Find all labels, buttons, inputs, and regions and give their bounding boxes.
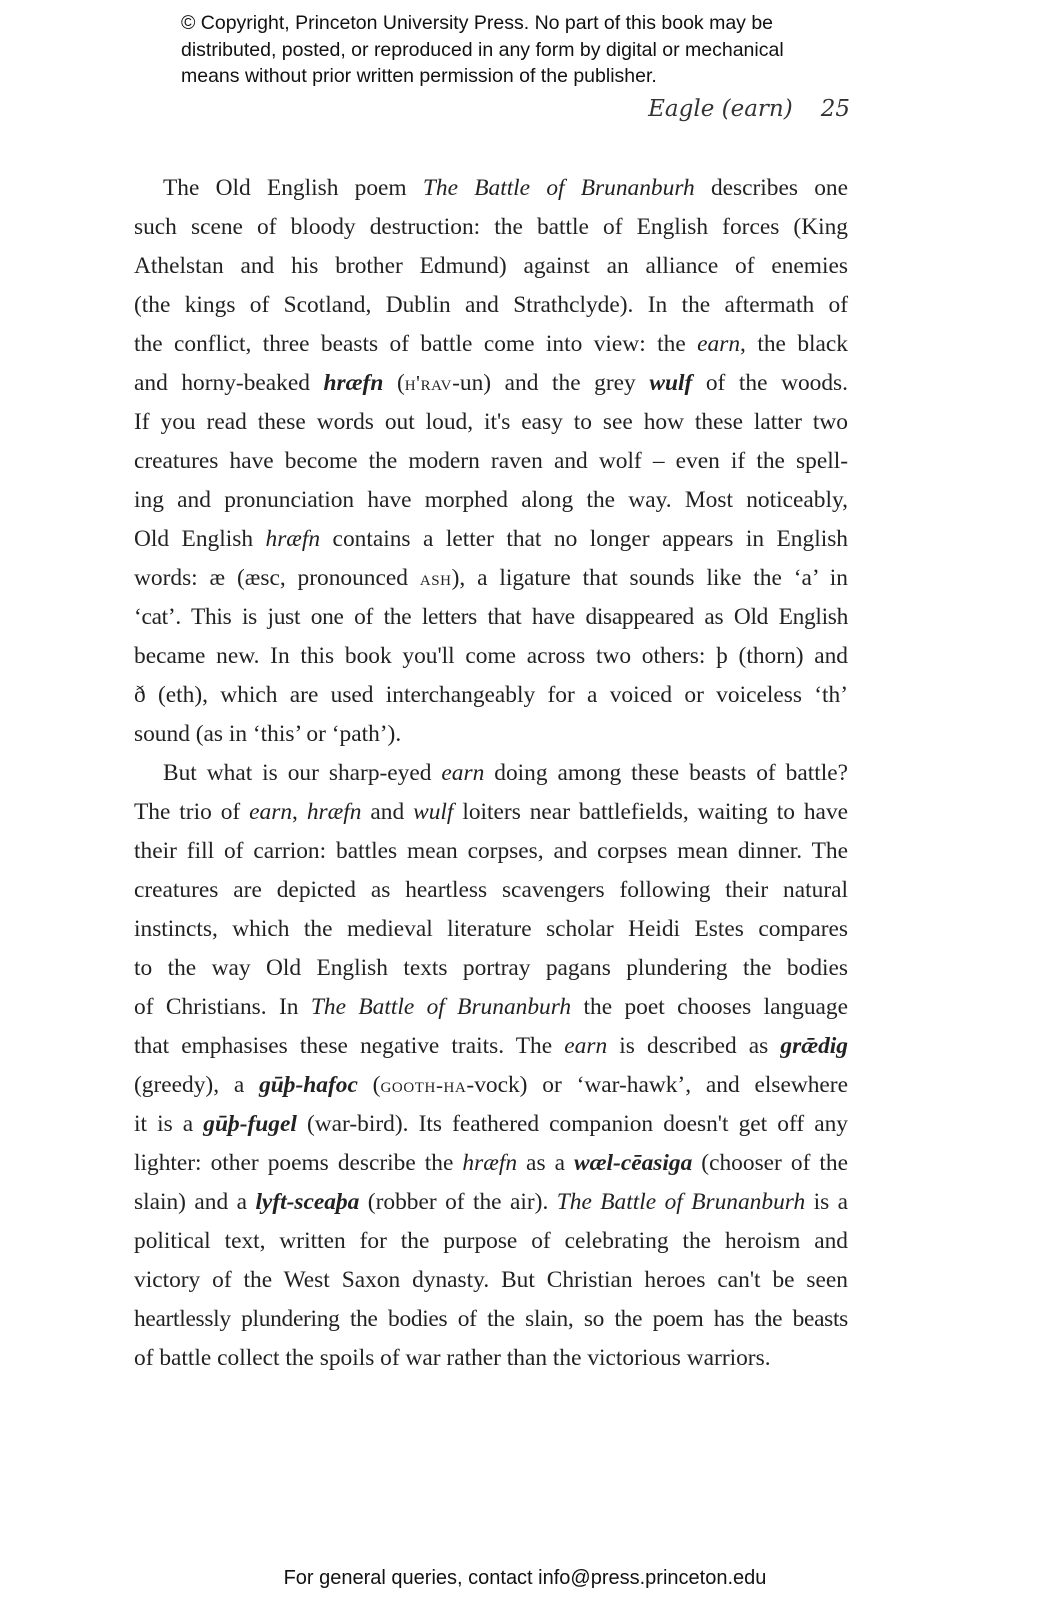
old-english-term: hræfn <box>462 1150 518 1176</box>
text-line: of battle collect the spoils of war rather than the victorious warriors. <box>134 1345 771 1371</box>
text: contains a letter that no longer appears in English <box>320 526 848 552</box>
text: The trio of <box>134 799 250 825</box>
copyright-notice <box>181 10 901 90</box>
text: Old English <box>134 526 266 552</box>
text-line: political text, written for the purpose of celebrating the heroism and <box>134 1228 848 1254</box>
text: loiters near battlefields, waiting to have <box>453 799 849 825</box>
text-line: became new. In this book you'll come across two others: þ (thorn) and <box>134 643 848 669</box>
footer-contact: For general queries, contact info@press.princeton.edu <box>283 1567 767 1589</box>
running-title: Eagle (earn) <box>648 96 793 122</box>
text-line <box>134 754 848 793</box>
text: is a <box>805 1189 848 1215</box>
text: (robber of the air). <box>359 1189 557 1215</box>
book-title: The Battle of Brunanburh <box>422 175 695 201</box>
text: -un) and the grey <box>452 370 650 396</box>
text: ( <box>357 1072 381 1098</box>
book-title: The Battle of Brunanburh <box>556 1189 806 1215</box>
text: ), a ligature that sounds like the ‘a’ in <box>451 565 848 591</box>
text-line: ‘cat’. This is just one of the letters that have disappeared as Old English <box>134 604 848 630</box>
text: as a <box>517 1150 575 1176</box>
page-number: 25 <box>820 96 850 122</box>
text: doing among these beasts of battle? <box>484 760 848 786</box>
text-line <box>134 793 848 832</box>
text-line <box>134 1144 848 1183</box>
old-english-headword: lyft-sceaþa <box>255 1189 360 1215</box>
copyright-line: means without prior written permission of the publisher. <box>181 65 657 87</box>
text: ( <box>383 370 405 396</box>
old-english-term: earn <box>441 760 485 786</box>
text-line <box>134 1066 848 1105</box>
text-line: such scene of bloody destruction: the battle of English forces (King <box>134 214 848 240</box>
text-line <box>134 364 848 403</box>
text-line: Athelstan and his brother Edmund) against an alliance of enemies <box>134 253 848 279</box>
text-line <box>134 988 848 1027</box>
text: (greedy), a <box>134 1072 260 1098</box>
text: is described as <box>607 1033 781 1059</box>
text: of Christians. In <box>134 994 311 1020</box>
old-english-term: earn <box>249 799 293 825</box>
pronunciation: gooth-ha <box>380 1073 467 1097</box>
old-english-headword: grǣdig <box>780 1033 848 1059</box>
text: describes one <box>694 175 848 201</box>
old-english-term: earn <box>564 1033 608 1059</box>
old-english-headword: hræfn <box>323 370 384 396</box>
text: The Old English poem <box>163 175 423 201</box>
running-head <box>648 96 850 122</box>
copyright-line: © Copyright, Princeton University Press. No part of this book may be <box>181 12 774 34</box>
text-line <box>134 169 848 208</box>
pronunciation: ash <box>419 566 452 590</box>
text: , <box>292 799 307 825</box>
text: the conflict, three beasts of battle come into view: the <box>134 331 698 357</box>
text: words: æ (æsc, pronounced <box>134 565 420 591</box>
book-title: The Battle of Brunanburh <box>310 994 572 1020</box>
text-line: victory of the West Saxon dynasty. But Christian heroes can't be seen <box>134 1267 848 1293</box>
text: (war-bird). Its feathered companion doesn't get off any <box>296 1111 848 1137</box>
text: -vock) or ‘war-hawk’, and elsewhere <box>466 1072 848 1098</box>
body-text <box>134 169 848 1378</box>
text: slain) and a <box>134 1189 256 1215</box>
text-line: ð (eth), which are used interchangeably for a voiced or voiceless ‘th’ <box>134 682 848 708</box>
old-english-headword: gūþ-hafoc <box>259 1072 358 1098</box>
copyright-line: distributed, posted, or reproduced in any form by digital or mechanical <box>181 38 784 61</box>
text: (chooser of the <box>692 1150 848 1176</box>
text: of the woods. <box>692 370 848 396</box>
text: and horny-beaked <box>134 370 324 396</box>
text: that emphasises these negative traits. The <box>134 1033 565 1059</box>
text: and <box>361 799 414 825</box>
text: , the black <box>740 331 848 357</box>
text-line: their fill of carrion: battles mean corpses, and corpses mean dinner. The <box>134 838 848 864</box>
paragraph <box>134 169 848 754</box>
text: it is a <box>134 1111 204 1137</box>
text-line: heartlessly plundering the bodies of the slain, so the poem has the beasts <box>134 1306 848 1332</box>
text-line <box>134 559 848 598</box>
old-english-headword: wulf <box>649 370 693 396</box>
text-line: to the way Old English texts portray pagans plundering the bodies <box>134 955 848 981</box>
text-line <box>134 1183 848 1222</box>
text-line: ing and pronunciation have morphed along the way. Most noticeably, <box>134 487 848 513</box>
old-english-headword: gūþ-fugel <box>203 1111 297 1137</box>
old-english-term: earn <box>697 331 741 357</box>
text: the poet chooses language <box>571 994 848 1020</box>
text-line: If you read these words out loud, it's easy to see how these latter two <box>134 409 848 435</box>
text-line: instincts, which the medieval literature scholar Heidi Estes compares <box>134 916 848 942</box>
old-english-term: wulf <box>413 799 454 825</box>
old-english-term: hræfn <box>265 526 321 552</box>
text: lighter: other poems describe the <box>134 1150 463 1176</box>
text-line: (the kings of Scotland, Dublin and Strathclyde). In the aftermath of <box>134 292 848 318</box>
text-line <box>134 1027 848 1066</box>
text-line <box>134 325 848 364</box>
old-english-term: hræfn <box>306 799 362 825</box>
text-line: creatures are depicted as heartless scavengers following their natural <box>134 877 848 903</box>
text-line <box>134 520 848 559</box>
pronunciation: h'rav <box>404 371 453 395</box>
text-line: sound (as in ‘this’ or ‘path’). <box>134 721 402 747</box>
paragraph <box>134 754 848 1378</box>
text-line <box>134 1105 848 1144</box>
text: But what is our sharp-eyed <box>163 760 442 786</box>
text-line: creatures have become the modern raven and wolf – even if the spell- <box>134 448 848 474</box>
old-english-headword: wæl-cēasiga <box>574 1150 693 1176</box>
